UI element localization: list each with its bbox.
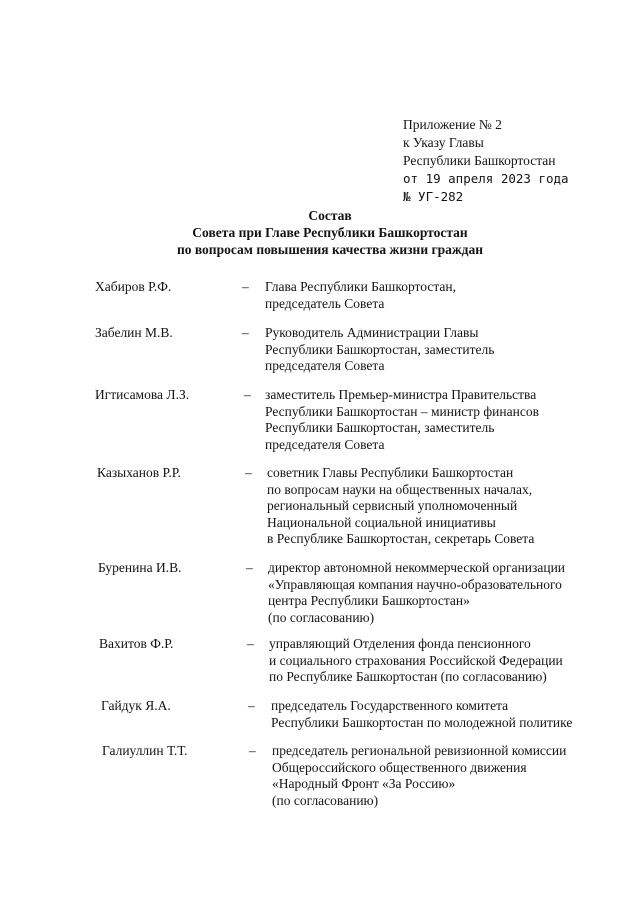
member-role-line: (по согласованию) xyxy=(272,792,379,808)
member-role xyxy=(265,387,539,453)
member-dash: – xyxy=(242,279,249,294)
member-role-line: председателя Совета xyxy=(265,436,385,452)
member-role-line: «Народный Фронт «За Россию» xyxy=(272,776,456,791)
member-name: Гайдук Я.А. xyxy=(101,698,171,713)
member-role xyxy=(269,636,563,686)
appendix-decree-ref: к Указу Главы xyxy=(403,135,484,150)
title-line-1: Состав xyxy=(308,208,352,223)
document-title xyxy=(0,207,640,258)
member-name: Буренина И.В. xyxy=(98,560,182,575)
member-role-line: директор автономной некоммерческой организации xyxy=(268,560,566,575)
member-dash: – xyxy=(242,325,249,340)
member-dash: – xyxy=(249,743,256,758)
member-role-line: (по согласованию) xyxy=(268,609,375,625)
member-role xyxy=(268,560,565,626)
appendix-header xyxy=(403,116,569,206)
member-role-line: Республики Башкортостан, заместитель xyxy=(265,420,495,435)
member-role-line: Глава Республики Башкортостан, xyxy=(265,279,456,294)
appendix-number: Приложение № 2 xyxy=(403,117,502,132)
member-role-line: Руководитель Администрации Главы xyxy=(265,325,479,340)
member-name: Хабиров Р.Ф. xyxy=(95,279,172,294)
member-role-line: «Управляющая компания научно-образовательного xyxy=(268,576,562,592)
member-role-line: Республики Башкортостан, заместитель xyxy=(265,341,495,357)
title-line-3: по вопросам повышения качества жизни граждан xyxy=(176,242,484,257)
member-role-line: региональный сервисный уполномоченный xyxy=(267,498,518,513)
member-role-line: и социального страхования Российской Федерации xyxy=(269,652,563,668)
member-role-line: заместитель Премьер-министра Правительства xyxy=(265,387,537,402)
member-role-line: председатель региональной ревизионной комиссии xyxy=(272,743,567,758)
member-name: Казыханов Р.Р. xyxy=(97,465,181,480)
member-role-line: председателя Совета xyxy=(265,358,385,373)
member-role xyxy=(267,465,534,548)
member-dash: – xyxy=(245,465,252,480)
member-role xyxy=(265,325,494,375)
member-role-line: по Республике Башкортостан (по согласованию) xyxy=(269,669,547,684)
member-role xyxy=(272,743,566,809)
member-role-line: Национальной социальной инициативы xyxy=(267,514,496,530)
member-name: Галиуллин Т.Т. xyxy=(102,743,188,758)
member-role-line: Общероссийского общественного движения xyxy=(272,759,527,775)
member-role xyxy=(265,279,456,312)
appendix-decree-number: № УГ-282 xyxy=(403,189,464,204)
member-role-line: советник Главы Республики Башкортостан xyxy=(267,465,514,480)
member-dash: – xyxy=(246,560,253,575)
appendix-republic: Республики Башкортостан xyxy=(403,153,556,168)
title-line-2: Совета при Главе Республики Башкортостан xyxy=(192,225,468,240)
member-role-line: по вопросам науки на общественных началах, xyxy=(267,481,533,497)
member-dash: – xyxy=(244,387,251,402)
member-role-line: управляющий Отделения фонда пенсионного xyxy=(269,636,531,651)
member-role-line: центра Республики Башкортостан» xyxy=(268,593,470,608)
member-role-line: председатель Совета xyxy=(265,295,385,311)
member-dash: – xyxy=(248,698,255,713)
member-name: Игтисамова Л.З. xyxy=(95,387,190,402)
member-role xyxy=(271,698,572,731)
member-name: Забелин М.В. xyxy=(95,325,173,340)
member-role-line: Республики Башкортостан – министр финансов xyxy=(265,403,539,419)
member-role-line: председатель Государственного комитета xyxy=(271,698,509,713)
appendix-date: от 19 апреля 2023 года xyxy=(403,171,569,186)
member-role-line: Республики Башкортостан по молодежной политике xyxy=(271,714,573,730)
member-role-line: в Республике Башкортостан, секретарь Совета xyxy=(267,531,535,546)
member-name: Вахитов Ф.Р. xyxy=(99,636,174,651)
member-dash: – xyxy=(247,636,254,651)
